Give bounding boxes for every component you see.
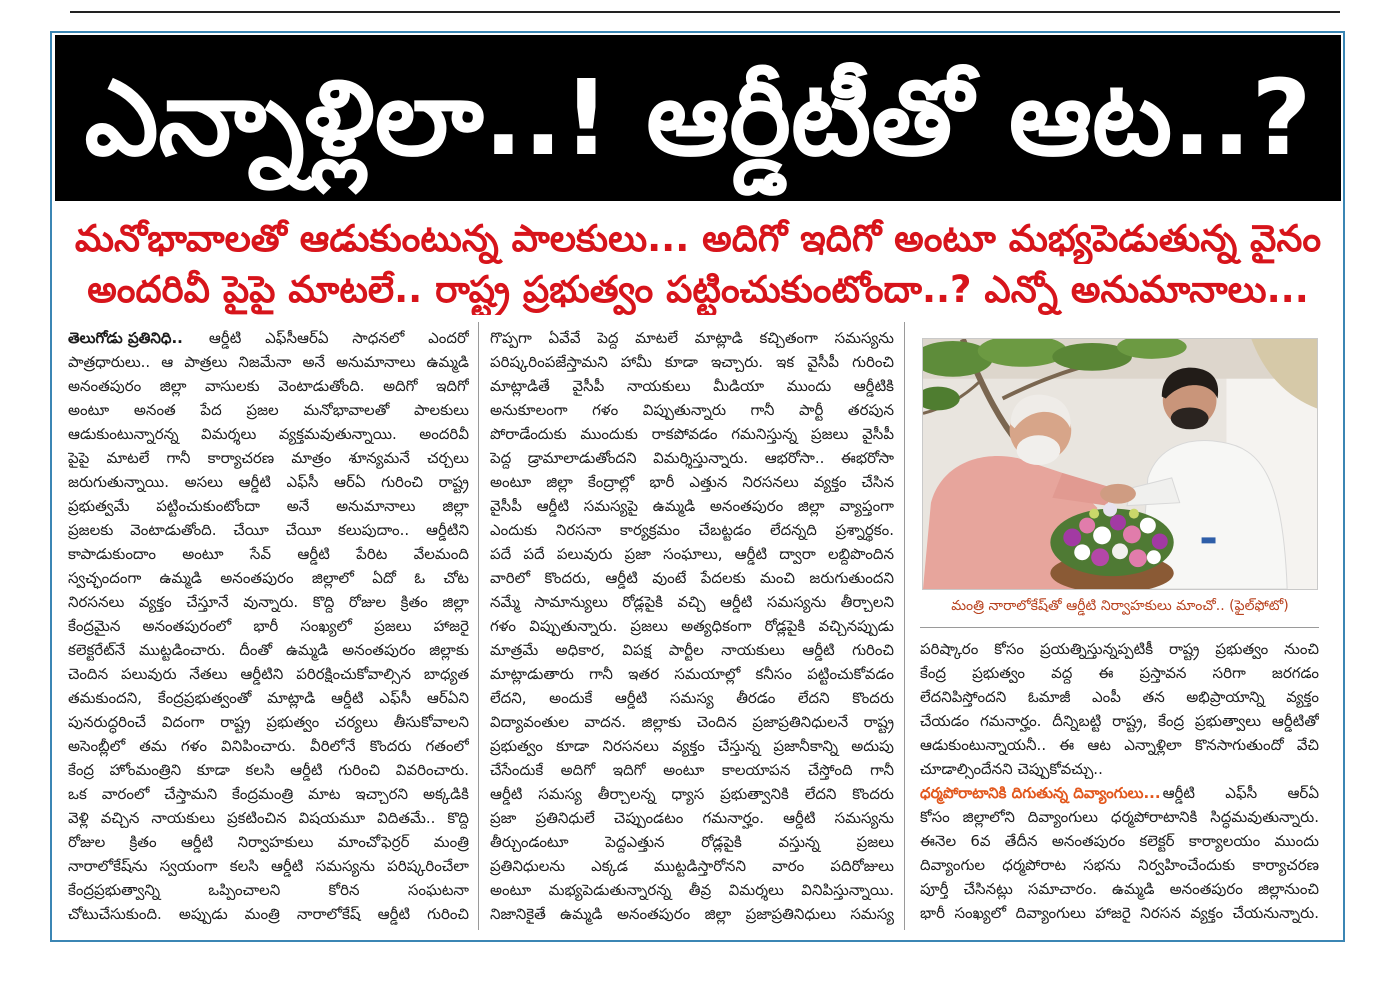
text-line: చేసేందుకే అదిగో ఇదిగో అంటూ కాలయాపన చేస్తోంది గానీ — [490, 761, 894, 779]
text-line-rest: ఆర్డీటి ఎఫ్‌సీఆర్ఏ సాధనలో ఎందరో — [208, 329, 469, 347]
text-line: నిజానికైతే ఉమ్మడి అనంతపురం జిల్లా ప్రజాప్రతినిధులు సమస్య — [490, 905, 894, 923]
column-2 — [490, 326, 894, 926]
column-3 — [920, 637, 1319, 927]
text-line: వైసీపీ ఆర్డీటి సమస్యపై ఉమ్మడి అనంతపురం జిల్లా వ్యాప్తంగా — [490, 497, 894, 515]
text-line: జరుగుతున్నాయి. అసలు ఆర్డీటి ఎఫ్‌సీ ఆర్ఏ గురించి రాష్ట్ర — [68, 473, 469, 491]
dateline: తెలుగోడు ప్రతినిధి.. — [68, 329, 183, 347]
article-photo — [922, 338, 1318, 590]
text-line: ఎందుకు నిరసనా కార్యక్రమం చేబట్టడం లేదన్నది ప్రశ్నార్థకం. — [490, 521, 894, 539]
text-line: అంటూ మభ్యపెడుతున్నారన్న తీవ్ర విమర్శలు వినిపిస్తున్నాయి. — [490, 881, 894, 899]
text-line: కోసం జిల్లాలోని దివ్యాంగులు ధర్మపోరాటానికి సిద్ధమవుతున్నారు. — [920, 808, 1319, 826]
headline: ఎన్నాళ్లిలా..! ఆర్డీటీతో ఆట..? — [84, 57, 1312, 179]
text-line: రోజుల క్రితం ఆర్డీటి నిర్వాహకులు మాంచోఫెర్రర్ మంత్రి — [68, 833, 469, 851]
text-line: అంటూ జిల్లా కేంద్రాల్లో భారీ ఎత్తున నిరసనలు వ్యక్తం చేసిన — [490, 473, 894, 491]
text-line: తీర్చుండంటూ పెద్దఎత్తున రోడ్లపైకి వస్తున్న ప్రజలు — [490, 833, 894, 851]
photo-image-icon — [923, 339, 1317, 589]
text-line: పునరుద్ధరించే విదంగా రాష్ట్ర ప్రభుత్వం చర్యలు తీసుకోవాలని — [68, 713, 469, 731]
text-line: స్వచ్ఛందంగా ఉమ్మడి అనంతపురం జిల్లాలో ఏదో ఓ చోట — [68, 569, 469, 587]
text-line: పాత్రధారులు.. ఆ పాత్రలు నిజమేనా అనే అనుమానాలు ఉమ్మడి — [68, 353, 469, 371]
column-divider — [904, 322, 905, 930]
text-line: లేదనిపిస్తోందని ఓమాజీ ఎంపీ తన అభిప్రాయాన్ని వ్యక్తం — [920, 688, 1319, 706]
caption-divider — [920, 627, 1319, 628]
text-line: అంటూ అనంత పేద ప్రజల మనోభావాలతో పాలకులు — [68, 401, 469, 419]
photo-caption: మంత్రి నారాలోకేష్‌తో ఆర్డీటి నిర్వాహకులు మాంచో.. (ఫైల్‌ఫోటో) — [951, 598, 1289, 614]
text-line: నిరసనలు వ్యక్తం చేస్తూనే వున్నారు. కొద్ది రోజుల క్రితం జిల్లా — [68, 593, 469, 611]
text-line: గళం విప్పుతున్నారు. ప్రజలు అత్యధికంగా రోడ్లపైకి వచ్చినప్పుడు — [490, 617, 894, 635]
text-line: భారీ సంఖ్యలో దివ్యాంగులు హాజరై నిరసన వ్యక్తం చేయనున్నారు. — [920, 904, 1319, 922]
text-line: చెందిన పలువురు నేతలు ఆర్డీటిని పరిరక్షించుకోవాల్సిన బాధ్యత — [68, 665, 469, 683]
text-line: తమకుందని, కేంద్రప్రభుత్వంతో మాట్లాడి ఆర్డీటి ఎఫ్‌సీ ఆర్ఏని — [68, 689, 469, 707]
text-line: ఈనెల 6వ తేదీన అనంతపురం కలెక్టర్ కార్యాలయం ముందు — [920, 832, 1319, 850]
text-line: పరిష్కారం కోసం ప్రయత్నిస్తున్నప్పటికీ రాష్ట్ర ప్రభుత్వం నుంచి — [920, 640, 1319, 658]
text-line: గొప్పగా ఏవేవే పెద్ద మాటలే మాట్లాడి కచ్చితంగా సమస్యను — [490, 329, 894, 347]
text-line: ప్రతినిధులను ఎక్కడ ముట్టడిస్తారోనని వారం పదిరోజులు — [490, 857, 894, 875]
text-line: పైపై మాటలే గానీ కార్యాచరణ మాత్రం శూన్యమనే చర్చలు — [68, 449, 469, 467]
text-line: అనంతపురం జిల్లా వాసులకు వెంటాడుతోంది. అదిగో ఇదిగో — [68, 377, 469, 395]
text-line: చేయడం గమనార్హం. దీన్నిబట్టి రాష్ట్ర, కేంద్ర ప్రభుత్వాలు ఆర్డీటితో — [920, 712, 1319, 730]
text-line: ప్రభుత్వం కూడా నిరసనలు వ్యక్తం చేస్తున్న ప్రజానీకాన్ని అదుపు — [490, 737, 894, 755]
text-line: దివ్యాంగుల ధర్మపోరాట సభను నిర్వహించేందుకు కార్యాచరణ — [920, 856, 1319, 874]
text-line: మాట్లాడితే వైసీపీ నాయకులు మీడియా ముందు ఆర్డీటికి — [490, 377, 894, 395]
text-line: నమ్మే సామాన్యులు రోడ్లపైకి వచ్చి ఆర్డీటి సమస్యను తీర్చాలని — [490, 593, 894, 611]
subheadline-line-2: అందరివీ పైపై మాటలే.. రాష్ట్ర ప్రభుత్వం పట్టించుకుంటోందా..? ఎన్నో అనుమానాలు... — [87, 268, 1309, 311]
text-line: పరిష్కరింపజేస్తామని హామీ కూడా ఇచ్చారు. ఇక వైసీపీ గురించి — [490, 353, 894, 371]
text-line: మాట్లాడుతారు గానీ ఇతర సమయాల్లో కనీసం పట్టించుకోవడం — [490, 665, 894, 683]
text-line — [68, 326, 469, 350]
text-line: ఆర్డీటి సమస్య తీర్చాలన్న ధ్యాస ప్రభుత్వానికి లేదని కొందరు — [490, 785, 894, 803]
top-rule — [70, 11, 1340, 13]
text-line: ప్రజా ప్రతినిధులే చెప్పుండటం గమనార్హం. ఆర్డీటి సమస్యను — [490, 809, 894, 827]
text-line: అనుకూలంగా గళం విప్పుతున్నారు గానీ పార్టీ తరపున — [490, 401, 894, 419]
text-line: మాత్రమే అధికార, విపక్ష పార్టీల నాయకులు ఆర్డీటి గురించి — [490, 641, 894, 659]
text-line: చోటుచేసుకుంది. అప్పుడు మంత్రి నారాలోకేష్ ఆర్డీటి గురించి — [68, 905, 469, 923]
subheadline-line-1: మనోభావాలతో ఆడుకుంటున్న పాలకులు... అదిగో ఇదిగో అంటూ మభ్యపెడుతున్న వైనం — [74, 217, 1322, 260]
text-line: కేంద్ర ప్రభుత్వం వద్ద ఈ ప్రస్తావన సరిగా జరగడం — [920, 664, 1319, 682]
text-line: ప్రభుత్వమే పట్టించుకుంటోందా అనే అనుమానాలు జిల్లా — [68, 497, 469, 515]
text-line: వెళ్లి వచ్చిన నాయకులు ప్రకటించిన విషయమూ విదితమే.. కొద్ది — [68, 809, 469, 827]
text-line-rest: ఆర్డీటి ఎఫ్‌సీ ఆర్ఏ — [1162, 784, 1319, 802]
text-line: వారిలో కొందరు, ఆర్డీటి వుంటే పేదలకు మంచి జరుగుతుందని — [490, 569, 894, 587]
text-line: ఒక వారంలో చేస్తామని కేంద్రమంత్రి మాట ఇచ్చారని అక్కడికి — [68, 785, 469, 803]
headline-banner — [55, 35, 1341, 201]
text-line: ఆడుకుంటున్నాయనీ.. ఈ ఆట ఎన్నాళ్లిలా కొనసాగుతుందో వేచి — [920, 736, 1319, 754]
text-line: పెద్ద డ్రామాలాడుతోందని విమర్శిస్తున్నారు. ఆభరోసా.. ఈభరోసా — [490, 449, 894, 467]
text-line: ఆడుకుంటున్నారన్న విమర్శలు వ్యక్తమవుతున్నాయి. అందరివీ — [68, 425, 469, 443]
text-line: పూర్తీ చేసినట్లు సమాచారం. ఉమ్మడి అనంతపురం జిల్లానుంచి — [920, 880, 1319, 898]
subheading: ధర్మపోరాటానికి దిగుతున్న దివ్యాంగులు... — [920, 784, 1161, 802]
text-line: అసెంబ్లీలో తమ గళం వినిపించారు. వీరిలోనే కొందరు గతంలో — [68, 737, 469, 755]
text-line: కేంద్రప్రభుత్వాన్ని ఒప్పించాలని కోరిన సంఘటనా — [68, 881, 469, 899]
text-line — [920, 781, 1319, 805]
text-line: చూడాల్సిందేనని చెప్పుకోవచ్చు.. — [920, 760, 1103, 778]
text-line: పదే పదే పలువురు ప్రజా సంఘాలు, ఆర్డీటి ద్వారా లబ్దిపొందిన — [490, 545, 894, 563]
text-line: లేదని, అందుకే ఆర్డీటి సమస్య తీరడం లేదని కొందరు — [490, 689, 894, 707]
text-line: పోరాడేందుకు ముందుకు రాకపోవడం గమనిస్తున్న ప్రజలు వైసీపీ — [490, 425, 894, 443]
text-line: నారాలోకేష్‌ను స్వయంగా కలసి ఆర్డీటి సమస్యను పరిష్కరించేలా — [68, 857, 469, 875]
column-divider — [478, 322, 479, 930]
text-line: కేంద్ర హోంమంత్రిని కూడా కలసి ఆర్డీటి గురించి వివరించారు. — [68, 761, 469, 779]
text-line: ప్రజలకు వెంటాడుతోంది. చేయీ చేయీ కలుపుదాం.. ఆర్డీటిని — [68, 521, 469, 539]
text-line: విద్యావంతుల వాదన. జిల్లాకు చెందిన ప్రజాప్రతినిధులనే రాష్ట్ర — [490, 713, 894, 731]
text-line: కలెక్టరేట్‌నే ముట్టడించారు. దీంతో ఉమ్మడి అనంతపురం జిల్లాకు — [68, 641, 469, 659]
column-1 — [68, 326, 469, 926]
text-line: కేంద్రమైన అనంతపురంలో భారీ సంఖ్యలో ప్రజలు హాజరై — [68, 617, 469, 635]
text-line: కాపాడుకుందాం అంటూ సేవ్ ఆర్డీటి పేరిట వేలమంది — [68, 545, 469, 563]
